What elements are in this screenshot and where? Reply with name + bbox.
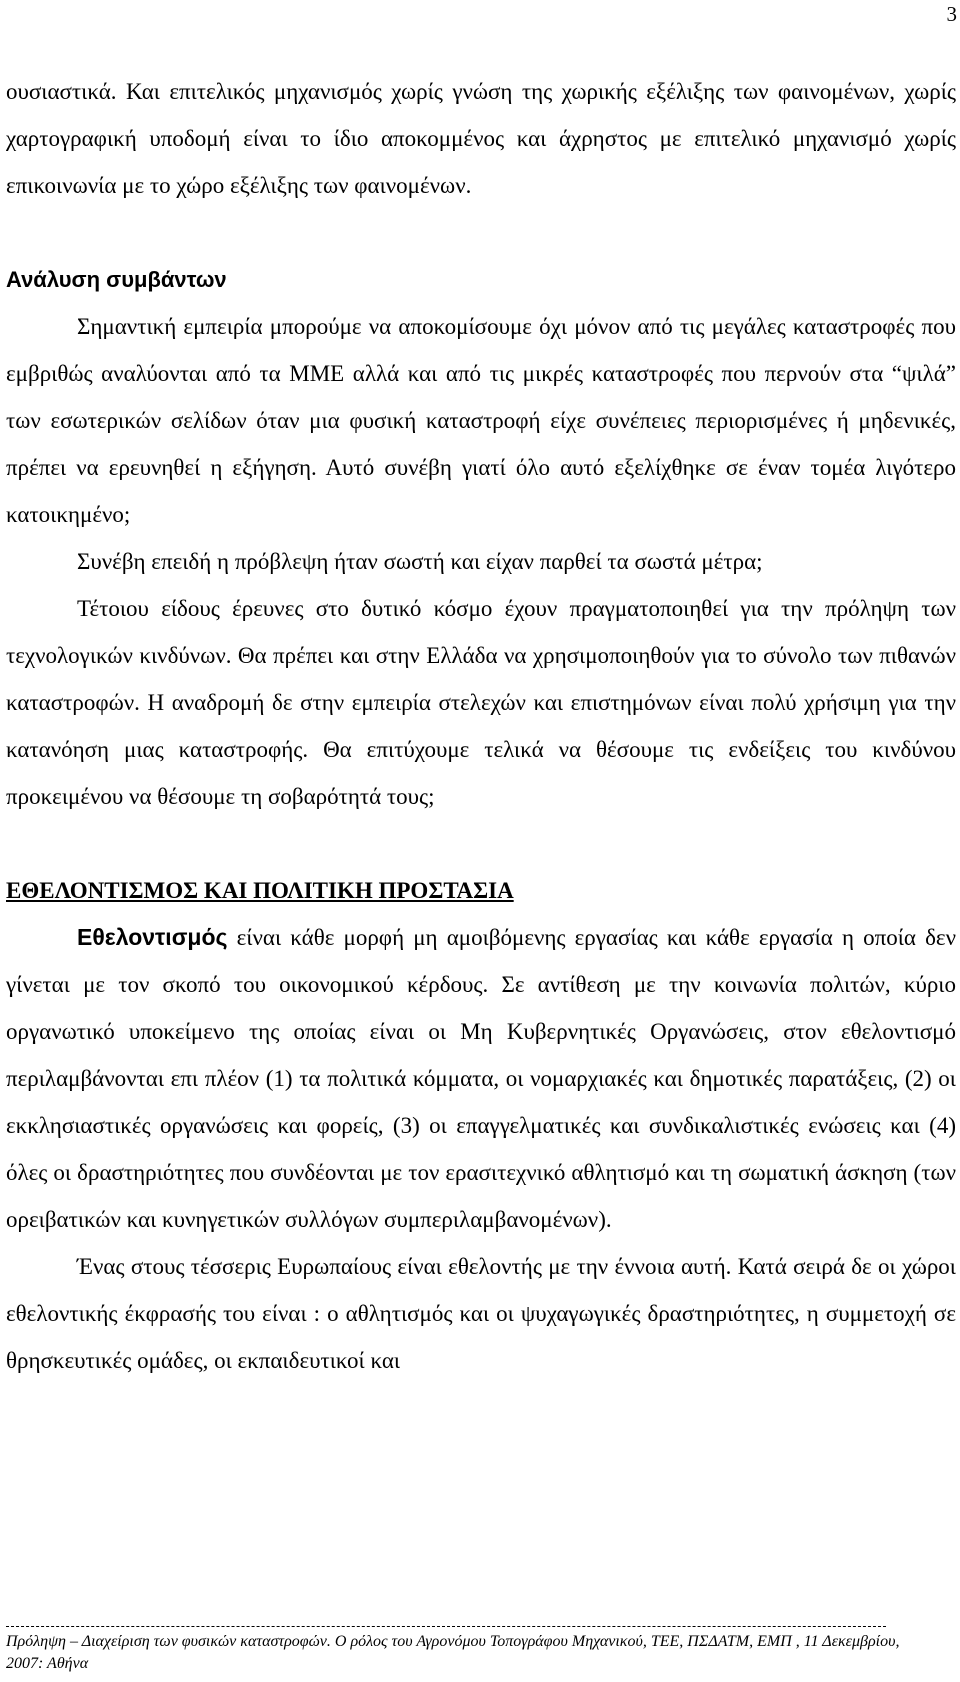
- opening-paragraph: ουσιαστικά. Και επιτελικός μηχανισμός χωρίς γνώση της χωρικής εξέλιξης των φαινομένων, χωρίς χαρτογραφική υποδομή είναι το ίδιο αποκομμένος και άχρηστος με επιτελικό μηχανισμό χωρίς επικοινωνία με το χώρο εξέλιξης των φαινομένων.: [6, 79, 956, 198]
- page-footer: Πρόληψη – Διαχείριση των φυσικών καταστροφών. Ο ρόλος του Αγρονόμου Τοπογράφου Μηχανικού, ΤΕΕ, ΠΣΔΑΤΜ, ΕΜΠ , 11 Δεκεμβρίου, 2007: Αθήνα: [6, 1633, 900, 1672]
- section-heading-volunteering: ΕΘΕΛΟΝΤΙΣΜΟΣ ΚΑΙ ΠΟΛΙΤΙΚΗ ΠΡΟΣΤΑΣΙΑ: [6, 878, 514, 903]
- document-body: [6, 68, 956, 1384]
- paragraph-volunteering-2: Ένας στους τέσσερις Ευρωπαίους είναι εθελοντής με την έννοια αυτή. Κατά σειρά δε οι χώροι εθελοντικής έκφρασής του είναι : ο αθλητισμός και οι ψυχαγωγικές δραστηριότητες, η συμμετοχή σε θρησκευτικές ομάδες, οι εκπαιδευτικοί και: [6, 1254, 956, 1373]
- footer-divider: [6, 1626, 886, 1627]
- paragraph-incident-analysis-1: Σημαντική εμπειρία μπορούμε να αποκομίσουμε όχι μόνον από τις μεγάλες καταστροφές που εμβριθώς αναλύονται από τα ΜΜΕ αλλά και από τις μικρές καταστροφές που περνούν στα “ψιλά” των εσωτερικών σελίδων όταν μια φυσική καταστροφή είχε συνέπειες περιορισμένες ή μηδενικές, πρέπει να ερευνηθεί η εξήγηση. Αυτό συνέβη γιατί όλο αυτό εξελίχθηκε σε έναν τομέα λιγότερο κατοικημένο;: [6, 314, 956, 527]
- defined-term: Εθελοντισμός: [77, 924, 228, 950]
- definition-text: είναι κάθε μορφή μη αμοιβόμενης εργασίας και κάθε εργασία η οποία δεν γίνεται με τον σκοπό του οικονομικού κέρδους. Σε αντίθεση με την κοινωνία πολιτών, κύριο οργανωτικό υποκείμενο της οποίας είναι οι Μη Κυβερνητικές Οργανώσεις, στον εθελοντισμό περιλαμβάνονται επι πλέον (1) τα πολιτικά κόμματα, οι νομαρχιακές και δημοτικές παρατάξεις, (2) οι εκκλησιαστικές οργανώσεις και φορείς, (3) οι επαγγελματικές και συνδικαλιστικές ενώσεις και (4) όλες οι δραστηριότητες που συνδέονται με τον ερασιτεχνικό αθλητισμό και τη σωματική άσκηση (των ορειβατικών και κυνηγετικών συλλόγων συμπεριλαμβανομένων).: [6, 925, 956, 1232]
- paragraph-incident-analysis-3: Τέτοιου είδους έρευνες στο δυτικό κόσμο έχουν πραγματοποιηθεί για την πρόληψη των τεχνολογικών κινδύνων. Θα πρέπει και στην Ελλάδα να χρησιμοποιηθούν για το σύνολο των πιθανών καταστροφών. Η αναδρομή δε στην εμπειρία στελεχών και επιστημόνων είναι πολύ χρήσιμη για την κατανόηση μιας καταστροφής. Θα επιτύχουμε τελικά να θέσουμε τις ενδείξεις του κινδύνου προκειμένου να θέσουμε τη σοβαρότητά τους;: [6, 596, 956, 809]
- section-heading-incident-analysis: Ανάλυση συμβάντων: [6, 267, 227, 292]
- page-number: 3: [946, 2, 957, 26]
- paragraph-incident-analysis-2: Συνέβη επειδή η πρόβλεψη ήταν σωστή και είχαν παρθεί τα σωστά μέτρα;: [77, 549, 763, 574]
- paragraph-volunteering-definition: [6, 914, 956, 1243]
